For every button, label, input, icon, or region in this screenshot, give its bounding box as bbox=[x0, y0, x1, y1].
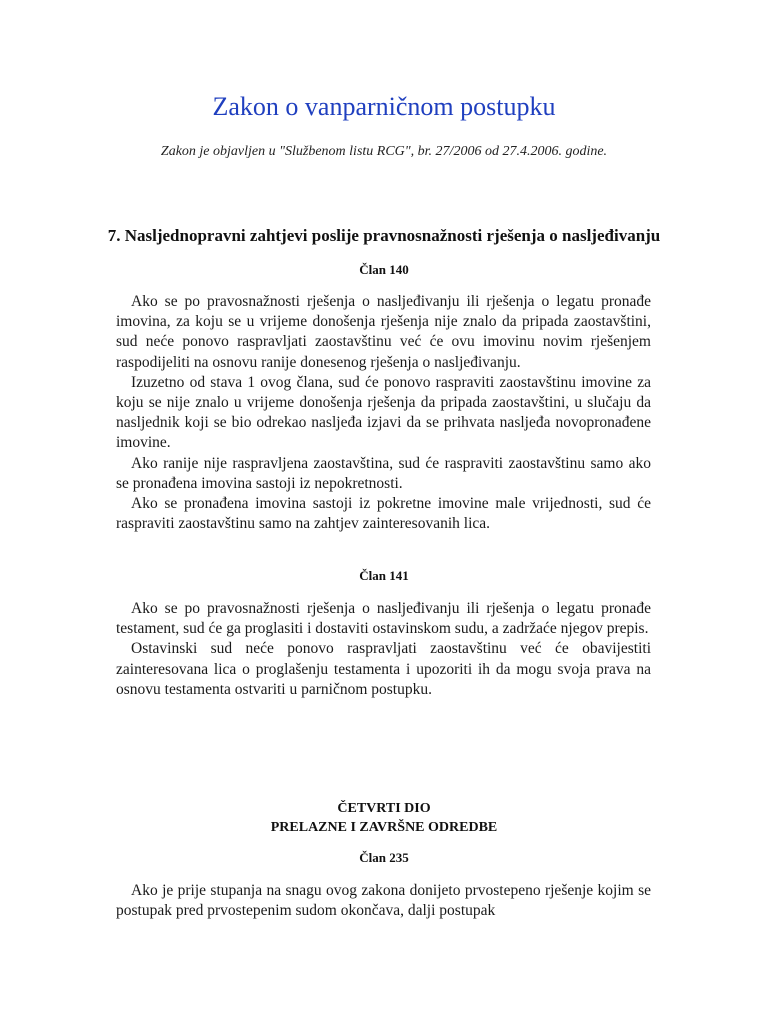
part-number: ČETVRTI DIO bbox=[337, 801, 431, 816]
article-140-paragraph-2: Izuzetno od stava 1 ovog člana, sud će ponovo raspraviti zaostavštinu imovine za koju se nije znalo u vrijeme donošenja rješenja da pripada zaostavštini, u slučaju da nasljednik koji se bio odrekao nasljeđa izjavi da se prihvata nasljeđa novopronađene imovine. bbox=[116, 373, 651, 452]
article-141-label: Član 141 bbox=[359, 568, 409, 583]
article-140-paragraph-4: Ako se pronađena imovina sastoji iz pokretne imovine male vrijednosti, sud će raspraviti zaostavštinu samo na zahtjev zainteresovanih lica. bbox=[116, 495, 651, 533]
article-235-paragraph-1: Ako je prije stupanja na snagu ovog zakona donijeto prvostepeno rješenje kojim se postupak pred prvostepenim sudom okončava, dalji postupak bbox=[116, 882, 651, 920]
article-140-body bbox=[116, 292, 651, 534]
section-heading: 7. Nasljednopravni zahtjevi poslije pravnosnažnosti rješenja o nasljeđivanju bbox=[107, 226, 661, 245]
article-141-body bbox=[116, 599, 651, 700]
publication-note: Zakon je objavljen u "Službenom listu RCG", br. 27/2006 od 27.4.2006. godine. bbox=[160, 144, 608, 159]
article-140-paragraph-3: Ako ranije nije raspravljena zaostavština, sud će raspraviti zaostavštinu samo ako se pronađena imovina sastoji iz nepokretnosti. bbox=[116, 454, 651, 492]
article-141-paragraph-1: Ako se po pravosnažnosti rješenja o nasljeđivanju ili rješenja o legatu pronađe testament, sud će ga proglasiti i dostaviti ostavinskom sudu, a zadržaće njegov prepis. bbox=[116, 600, 651, 638]
article-235-label: Član 235 bbox=[359, 850, 409, 865]
article-141-paragraph-2: Ostavinski sud neće ponovo raspravljati zaostavštinu već će obavijestiti zainteresovana lica o proglašenju testamenta i upozoriti ih da mogu svoja prava na osnovu testamenta ostvariti u parničnom postupku. bbox=[116, 640, 651, 698]
article-140-paragraph-1: Ako se po pravosnažnosti rješenja o nasljeđivanju ili rješenja o legatu pronađe imovina, za koju se u vrijeme donošenja rješenja nije znalo da pripada zaostavštini, sud neće ponovo raspravljati zaostavštinu već će ovu imovinu novim rješenjem raspodijeliti na osnovu ranije donesenog rješenja o nasljeđivanju. bbox=[116, 293, 651, 371]
part-name: PRELAZNE I ZAVRŠNE ODREDBE bbox=[270, 820, 498, 835]
article-235-body bbox=[116, 881, 651, 923]
article-140-label: Član 140 bbox=[359, 262, 409, 277]
document-title: Zakon o vanparničnom postupku bbox=[212, 92, 556, 121]
